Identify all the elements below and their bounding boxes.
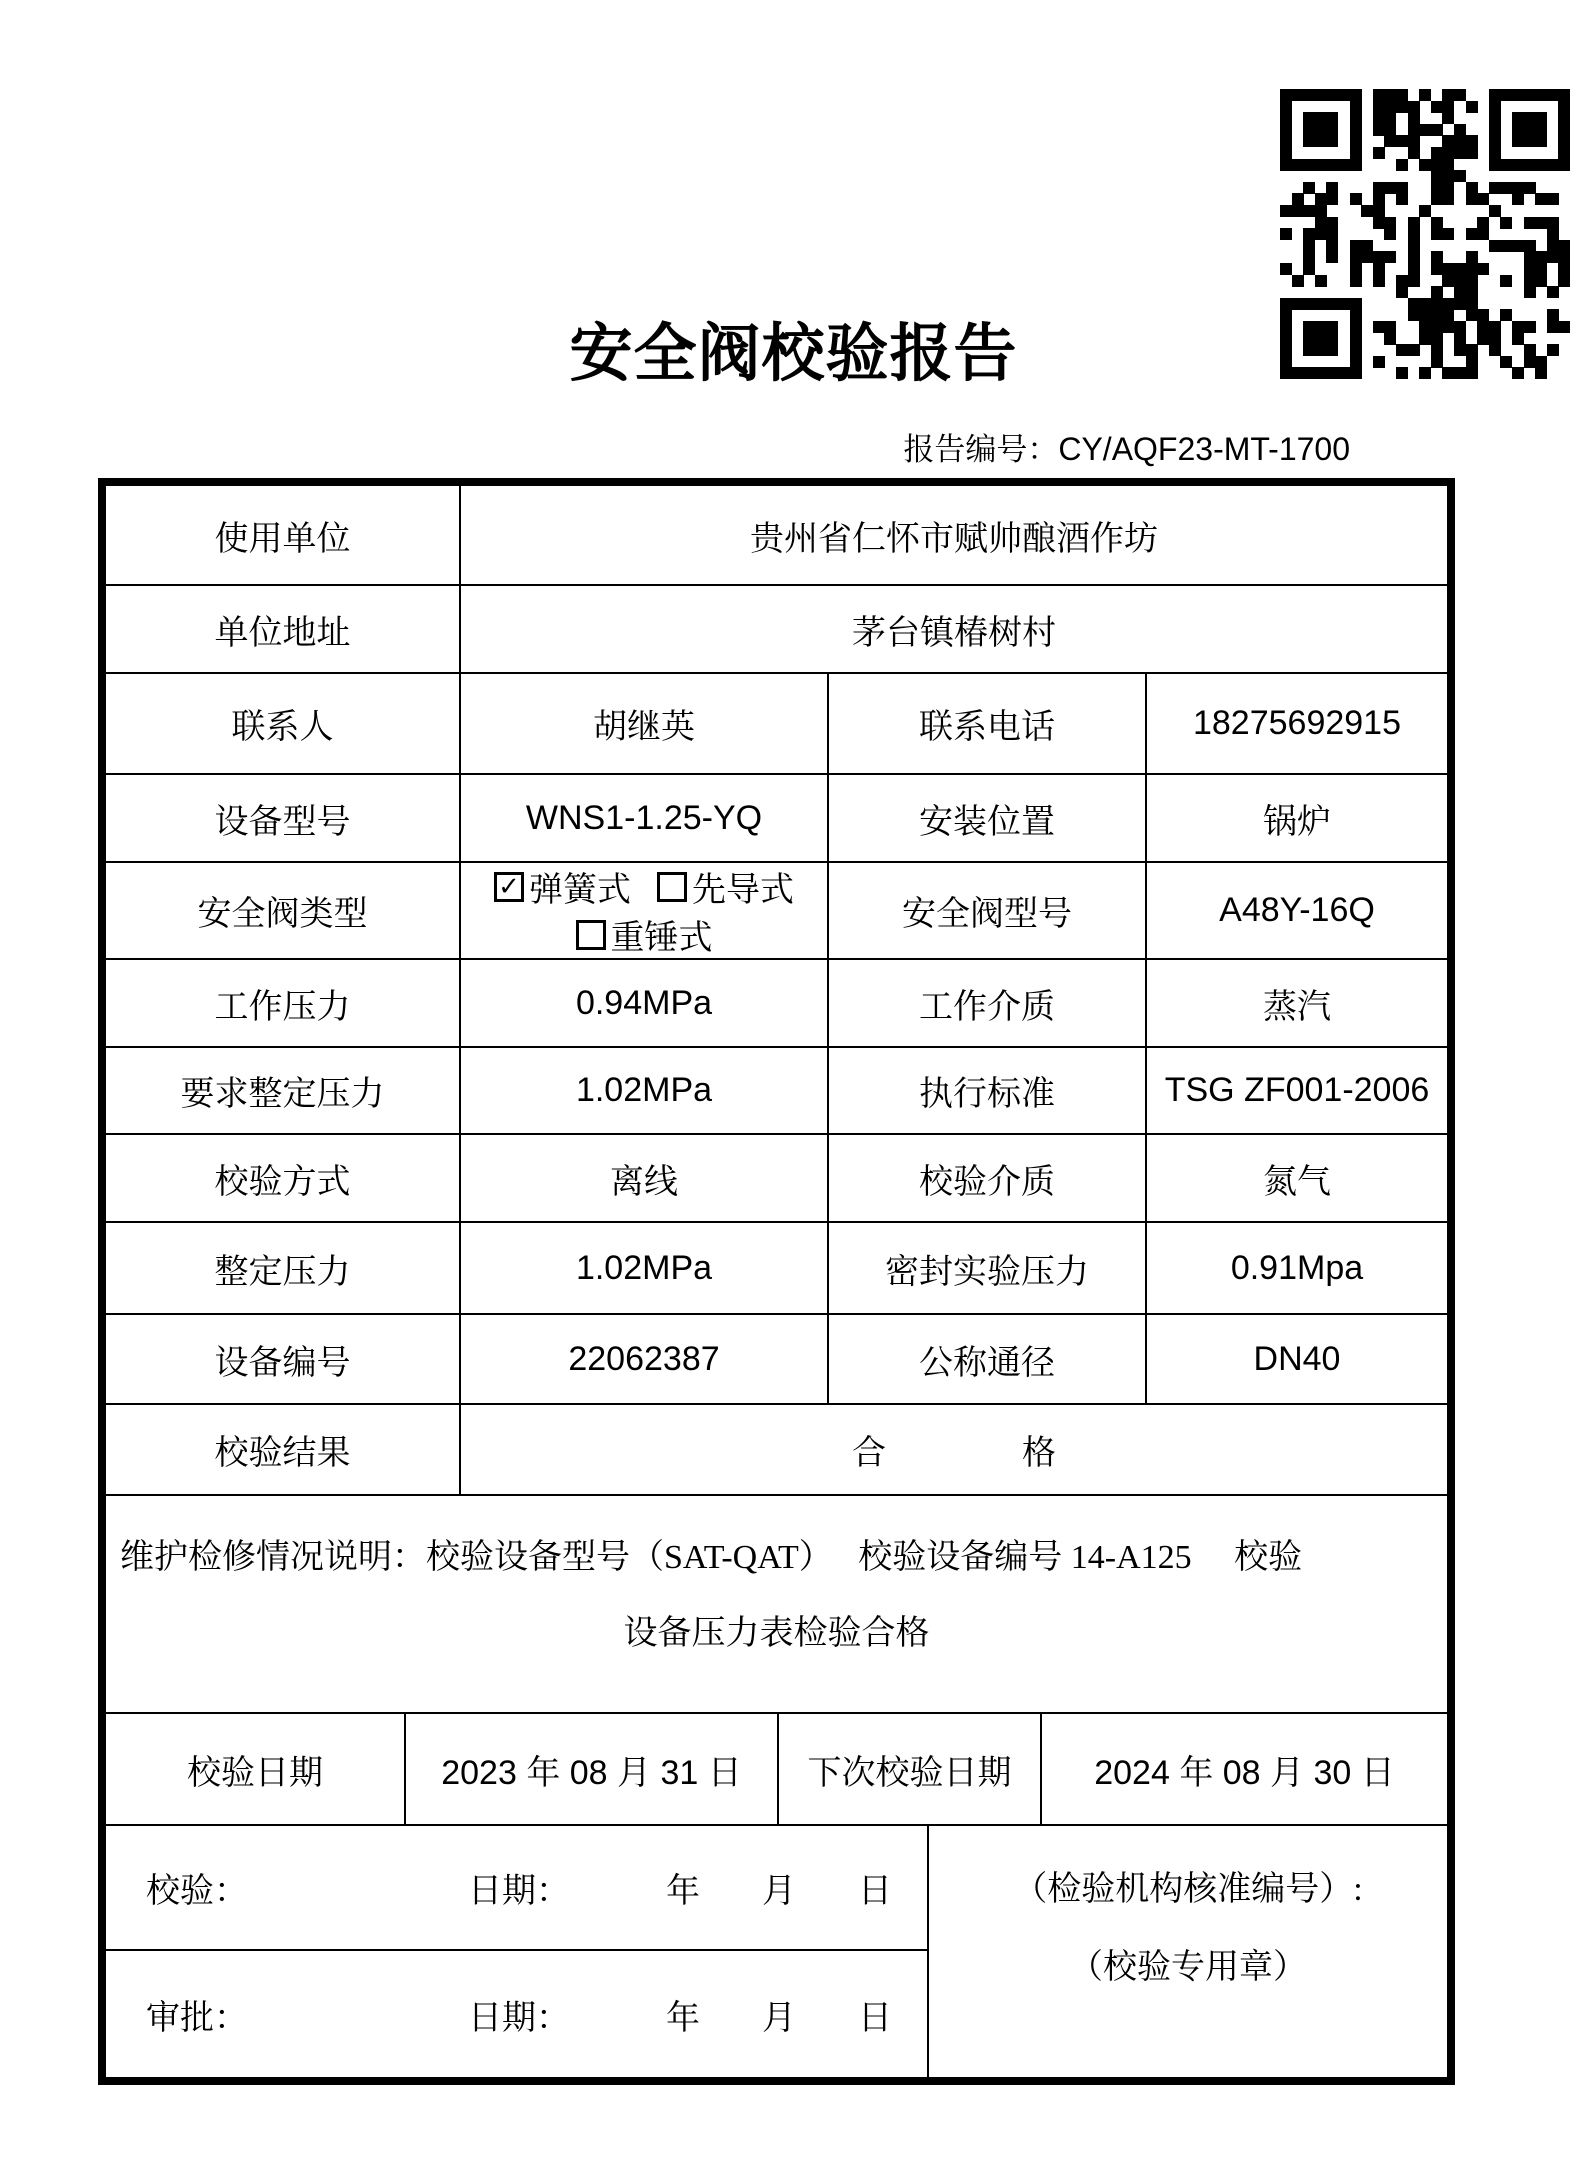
valve-model-label: 安全阀型号 [827,863,1145,958]
device-no-value: 22062387 [459,1315,827,1403]
row-device-no [106,1315,1447,1405]
seal-test-pressure-label: 密封实验压力 [827,1223,1145,1313]
usage-unit-label: 使用单位 [214,520,351,558]
signature-column [106,1826,927,2077]
sign-calibration-label: 校验： [146,1873,248,1910]
org-code-note: （检验机构核准编号）: [1013,1870,1363,1908]
valve-type-option [657,863,794,911]
valve-model-value: A48Y-16Q [1145,863,1447,958]
valve-type-option [494,863,631,911]
row-usage-unit [106,486,1447,586]
working-pressure-label: 工作压力 [214,988,351,1026]
valve-type-line2 [576,912,713,958]
row-device-model [106,775,1447,863]
required-set-pressure-value: 1.02MPa [459,1048,827,1133]
valve-type-option-label: 重锤式 [610,920,713,957]
result-value: 合 格 [459,1405,1447,1494]
contact-phone-value: 18275692915 [1145,674,1447,773]
calibration-medium-label: 校验介质 [827,1135,1145,1221]
stamp-cell [927,1826,1447,2077]
unit-address-value: 茅台镇椿树村 [459,586,1447,672]
maintenance-note [106,1496,1447,1712]
row-calibration-method [106,1135,1447,1223]
device-no-label: 设备编号 [214,1344,351,1382]
standard-value: TSG ZF001-2006 [1145,1048,1447,1133]
maintenance-note-line2: 设备压力表检验合格 [623,1615,930,1652]
row-valve-type [106,863,1447,960]
standard-label: 执行标准 [827,1048,1145,1133]
calibration-date-label: 校验日期 [187,1754,323,1792]
sign-approval-ymd: 年 月 日 [666,1999,906,2037]
seal-test-pressure-value: 0.91Mpa [1145,1223,1447,1313]
calibration-medium-value: 氮气 [1145,1135,1447,1221]
contact-value: 胡继英 [459,674,827,773]
checkbox-unchecked-icon [657,872,687,902]
unit-address-label: 单位地址 [214,614,351,652]
nominal-diameter-value: DN40 [1145,1315,1447,1403]
checkbox-checked-icon: ✓ [494,872,524,902]
next-calibration-date-value: 2024 年 08 月 30 日 [1040,1714,1447,1824]
nominal-diameter-label: 公称通径 [827,1315,1145,1403]
report-number-line [903,424,1350,469]
report-number-label: 报告编号： [903,432,1059,467]
calibration-method-value: 离线 [459,1135,827,1221]
install-position-value: 锅炉 [1145,775,1447,861]
required-set-pressure-label: 要求整定压力 [180,1076,385,1113]
sign-approval-label: 审批： [146,1999,248,2037]
working-pressure-value: 0.94MPa [459,960,827,1046]
row-required-set-pressure [106,1048,1447,1135]
next-calibration-date-label: 下次校验日期 [777,1714,1040,1824]
device-model-label: 设备型号 [214,803,351,841]
set-pressure-value: 1.02MPa [459,1223,827,1313]
report-number-value: CY/AQF23-MT-1700 [1058,431,1350,467]
result-label: 校验结果 [214,1435,351,1472]
row-unit-address [106,586,1447,674]
row-result [106,1405,1447,1496]
valve-type-option [576,910,713,958]
row-set-pressure [106,1223,1447,1315]
row-working-pressure [106,960,1447,1048]
sign-approval-row [106,1951,927,2077]
sign-calibration-row [106,1826,927,1951]
usage-unit-value: 贵州省仁怀市赋帅酿酒作坊 [459,486,1447,584]
row-calibration-date [106,1714,1447,1826]
maintenance-note-line1: 维护检修情况说明：校验设备型号（SAT-QAT） 校验设备编号 14-A125 校验 [120,1539,1303,1576]
valve-type-line1 [494,864,794,910]
report-table [98,478,1455,2085]
sign-calibration-date-label: 日期： [468,1873,570,1910]
working-medium-label: 工作介质 [827,960,1145,1046]
row-maintenance-note [106,1496,1447,1714]
sign-calibration-ymd: 年 月 日 [666,1873,906,1910]
valve-type-option-label: 先导式 [692,872,794,909]
device-model-value: WNS1-1.25-YQ [459,775,827,861]
contact-label: 联系人 [231,709,334,746]
report-title: 安全阀校验报告 [569,319,1018,389]
valve-type-option-label: 弹簧式 [529,872,631,909]
seal-note: （校验专用章） [1069,1948,1307,1986]
set-pressure-label: 整定压力 [214,1253,351,1291]
valve-type-label: 安全阀类型 [197,896,368,933]
checkbox-unchecked-icon [576,920,606,950]
row-contact [106,674,1447,775]
valve-type-options [459,863,827,958]
calibration-method-label: 校验方式 [214,1163,351,1201]
row-signatures [106,1826,1447,2077]
contact-phone-label: 联系电话 [827,674,1145,773]
calibration-date-value: 2023 年 08 月 31 日 [404,1714,777,1824]
working-medium-value: 蒸汽 [1145,960,1447,1046]
install-position-label: 安装位置 [827,775,1145,861]
sign-approval-date-label: 日期： [468,1999,570,2037]
